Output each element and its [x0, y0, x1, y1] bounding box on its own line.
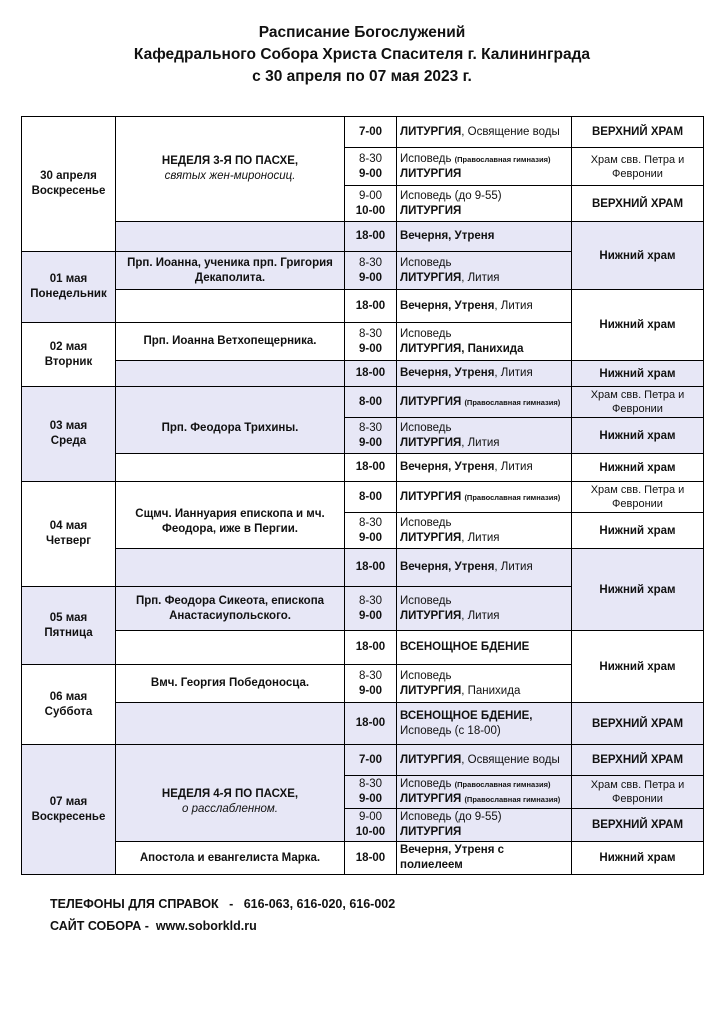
place-cell: Нижний храм	[572, 222, 704, 290]
table-row	[22, 631, 704, 665]
feast-cell-empty	[116, 454, 345, 482]
service-cell: Вечерня, Утреня, Лития	[397, 361, 572, 387]
service-cell: Исповедь ЛИТУРГИЯ, Лития	[397, 587, 572, 631]
time-cell: 8-30 9-00	[345, 665, 397, 703]
place-cell: Нижний храм	[572, 631, 704, 703]
time-cell: 8-30 9-00	[345, 418, 397, 454]
day-cell: 01 мая Понедельник	[22, 252, 116, 323]
feast-cell: Прп. Иоанна Ветхопещерника.	[116, 323, 345, 361]
table-row	[22, 361, 704, 387]
table-row	[22, 117, 704, 148]
time-cell: 18-00	[345, 703, 397, 745]
time-cell: 8-30 9-00	[345, 587, 397, 631]
service-cell: Исповедь (Православная гимназия) ЛИТУРГИЯ (Православная гимназия)	[397, 776, 572, 809]
service-cell: Исповедь ЛИТУРГИЯ, Лития	[397, 513, 572, 549]
service-cell: ЛИТУРГИЯ, Освящение воды	[397, 745, 572, 776]
service-cell: Вечерня, Утреня	[397, 222, 572, 252]
table-row	[22, 387, 704, 418]
feast-cell: Прп. Иоанна, ученика прп. Григория Декаполита.	[116, 252, 345, 290]
service-cell: Исповедь ЛИТУРГИЯ, Лития	[397, 252, 572, 290]
title-line-1: Расписание Богослужений	[258, 24, 466, 41]
service-cell: ЛИТУРГИЯ, Освящение воды	[397, 117, 572, 148]
title-line-2: Кафедрального Собора Христа Спасителя г. Калининграда	[133, 46, 591, 63]
table-row	[22, 549, 704, 587]
time-cell: 18-00	[345, 454, 397, 482]
table-row	[22, 745, 704, 776]
table-row	[22, 482, 704, 513]
feast-cell: НЕДЕЛЯ 4-Я ПО ПАСХЕ, о расслабленном.	[116, 745, 345, 842]
time-cell: 8-30 9-00	[345, 323, 397, 361]
time-cell: 18-00	[345, 290, 397, 323]
time-cell: 8-00	[345, 387, 397, 418]
feast-cell: Прп. Феодора Сикеота, епископа Анастасиупольского.	[116, 587, 345, 631]
feast-cell-empty	[116, 549, 345, 587]
time-cell: 18-00	[345, 222, 397, 252]
service-cell: Вечерня, Утреня, Лития	[397, 290, 572, 323]
page-title	[0, 22, 724, 88]
place-cell: Нижний храм	[572, 361, 704, 387]
time-cell: 18-00	[345, 361, 397, 387]
site-text: САЙТ СОБОРА - www.soborkld.ru	[50, 919, 257, 933]
place-cell: Нижний храм	[572, 454, 704, 482]
feast-cell-empty	[116, 290, 345, 323]
feast-cell: Сщмч. Ианнуария епископа и мч. Феодора, иже в Пергии.	[116, 482, 345, 549]
time-cell: 8-30 9-00	[345, 513, 397, 549]
service-cell: Вечерня, Утреня с полиелеем	[397, 842, 572, 875]
time-cell: 18-00	[345, 842, 397, 875]
time-cell: 8-30 9-00	[345, 252, 397, 290]
time-cell: 8-00	[345, 482, 397, 513]
feast-cell-empty	[116, 361, 345, 387]
time-cell: 18-00	[345, 549, 397, 587]
time-cell: 8-30 9-00	[345, 776, 397, 809]
place-cell: ВЕРХНИЙ ХРАМ	[572, 186, 704, 222]
place-cell: Нижний храм	[572, 290, 704, 361]
service-cell: Исповедь ЛИТУРГИЯ, Панихида	[397, 665, 572, 703]
time-cell: 9-00 10-00	[345, 186, 397, 222]
feast-cell: Прп. Феодора Трихины.	[116, 387, 345, 454]
place-cell: Нижний храм	[572, 418, 704, 454]
place-cell: Храм свв. Петра и Февронии	[572, 776, 704, 809]
day-cell: 02 мая Вторник	[22, 323, 116, 387]
day-cell: 03 мая Среда	[22, 387, 116, 482]
title-line-3: с 30 апреля по 07 мая 2023 г.	[252, 68, 472, 85]
day-cell: 06 мая Суббота	[22, 665, 116, 745]
service-cell: Вечерня, Утреня, Лития	[397, 454, 572, 482]
place-cell: Нижний храм	[572, 842, 704, 875]
time-cell: 18-00	[345, 631, 397, 665]
table-row	[22, 222, 704, 252]
phones-text: ТЕЛЕФОНЫ ДЛЯ СПРАВОК - 616-063, 616-020, 616-002	[50, 897, 396, 911]
place-cell: Храм свв. Петра и Февронии	[572, 482, 704, 513]
table-row	[22, 454, 704, 482]
service-cell: ВСЕНОЩНОЕ БДЕНИЕ	[397, 631, 572, 665]
day-cell: 04 мая Четверг	[22, 482, 116, 587]
place-cell: ВЕРХНИЙ ХРАМ	[572, 703, 704, 745]
day-cell: 30 апреля Воскресенье	[22, 117, 116, 252]
service-cell: Исповедь ЛИТУРГИЯ, Панихида	[397, 323, 572, 361]
service-cell: Исповедь ЛИТУРГИЯ, Лития	[397, 418, 572, 454]
feast-cell: Вмч. Георгия Победоносца.	[116, 665, 345, 703]
day-cell: 05 мая Пятница	[22, 587, 116, 665]
feast-cell-empty	[116, 631, 345, 665]
service-cell: ВСЕНОЩНОЕ БДЕНИЕ, Исповедь (с 18-00)	[397, 703, 572, 745]
service-cell: Исповедь (Православная гимназия) ЛИТУРГИЯ	[397, 148, 572, 186]
table-row	[22, 842, 704, 875]
place-cell: ВЕРХНИЙ ХРАМ	[572, 809, 704, 842]
schedule-table	[21, 116, 704, 875]
time-cell: 8-30 9-00	[345, 148, 397, 186]
time-cell: 9-00 10-00	[345, 809, 397, 842]
time-cell: 7-00	[345, 117, 397, 148]
feast-cell-empty	[116, 222, 345, 252]
table-row	[22, 703, 704, 745]
service-cell: Вечерня, Утреня, Лития	[397, 549, 572, 587]
service-cell: ЛИТУРГИЯ (Православная гимназия)	[397, 387, 572, 418]
feast-cell: НЕДЕЛЯ 3-Я ПО ПАСХЕ, святых жен-мироносиц.	[116, 117, 345, 222]
place-cell: ВЕРХНИЙ ХРАМ	[572, 745, 704, 776]
feast-cell-empty	[116, 703, 345, 745]
table-row	[22, 290, 704, 323]
place-cell: Нижний храм	[572, 513, 704, 549]
service-cell: ЛИТУРГИЯ (Православная гимназия)	[397, 482, 572, 513]
place-cell: Храм свв. Петра и Февронии	[572, 387, 704, 418]
service-cell: Исповедь (до 9-55) ЛИТУРГИЯ	[397, 809, 572, 842]
place-cell: Нижний храм	[572, 549, 704, 631]
footer	[50, 893, 395, 937]
time-cell: 7-00	[345, 745, 397, 776]
place-cell: Храм свв. Петра и Февронии	[572, 148, 704, 186]
service-cell: Исповедь (до 9-55) ЛИТУРГИЯ	[397, 186, 572, 222]
day-cell: 07 мая Воскресенье	[22, 745, 116, 875]
place-cell: ВЕРХНИЙ ХРАМ	[572, 117, 704, 148]
feast-cell: Апостола и евангелиста Марка.	[116, 842, 345, 875]
